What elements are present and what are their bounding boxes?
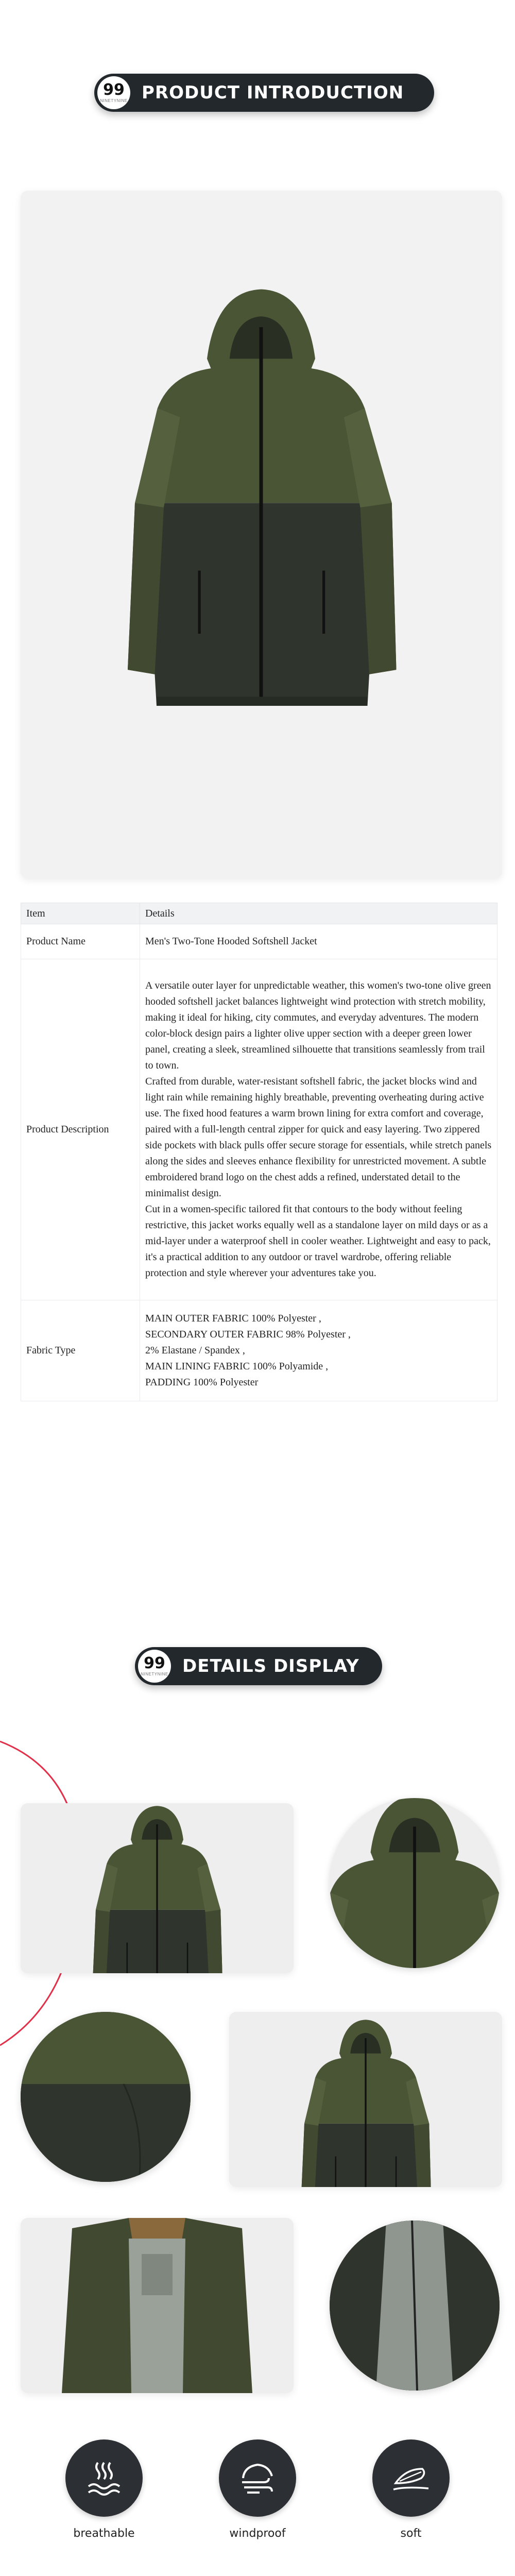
- spec-table: [21, 903, 497, 1401]
- section-title-introduction: PRODUCT INTRODUCTION: [142, 82, 404, 103]
- description-value: [140, 959, 497, 1300]
- detail-image-hood: [330, 1798, 500, 1968]
- feature-label: windproof: [229, 2527, 286, 2540]
- feature-breathable: [40, 2439, 168, 2540]
- jacket-upper-illustration: [70, 1803, 245, 1973]
- table-row: [21, 959, 497, 1300]
- product-introduction-pill: [94, 74, 434, 112]
- jacket-back-illustration: [278, 2012, 453, 2187]
- spec-table-header: [21, 903, 497, 924]
- brand-logo-text: NINETYNINE: [141, 1672, 168, 1676]
- detail-image-lining: [330, 2221, 500, 2391]
- section-title-details: DETAILS DISPLAY: [182, 1656, 359, 1676]
- fabric-line: MAIN LINING FABRIC 100% Polyamide ,: [145, 1361, 329, 1372]
- detail-image-back: [229, 2012, 502, 2187]
- fabric-line: MAIN OUTER FABRIC 100% Polyester ,: [145, 1313, 321, 1324]
- description-label: Product Description: [21, 959, 140, 1300]
- feature-windproof: [193, 2439, 322, 2540]
- header-item: Item: [21, 903, 140, 924]
- fabric-value: [140, 1300, 497, 1401]
- details-display-pill: [135, 1647, 382, 1685]
- main-product-image: [21, 191, 502, 878]
- brand-logo-number: 99: [103, 81, 125, 99]
- feature-label: breathable: [73, 2527, 135, 2540]
- brand-logo-badge: [138, 1650, 171, 1683]
- jacket-open-illustration: [52, 2218, 263, 2393]
- product-name-value: Men's Two-Tone Hooded Softshell Jacket: [140, 924, 497, 959]
- feature-label: soft: [400, 2527, 422, 2540]
- brand-logo-badge: [97, 76, 130, 109]
- fabric-texture: [21, 2012, 191, 2182]
- detail-image-open-jacket: [21, 2218, 294, 2393]
- description-paragraph: Cut in a women-specific tailored fit that contours to the body without feeling restrictive, this jacket works equally well as a standalone layer on mild days or as a mid-layer under a waterproof shell in cooler weather. Lightweight and easy to pack, it's a practical addition to any outdoor or travel wardrobe, offering reliable protection and style wherever your adventures take you.: [145, 1204, 491, 1279]
- windproof-icon: [219, 2439, 296, 2517]
- detail-image-fabric: [21, 2012, 191, 2182]
- table-row: [21, 924, 497, 959]
- header-details: Details: [140, 903, 497, 924]
- table-row: [21, 1300, 497, 1401]
- description-paragraph: Crafted from durable, water-resistant softshell fabric, the jacket blocks wind and light rain while remaining highly breathable, preventing overheating during active use. The fixed hood features a warm brown lining for extra comfort and coverage, paired with a full-length central zipper for quick and easy layering. Two zippered side pockets with black pulls offer secure storage for essentials, while stretch panels along the sides and sleeves enhance flexibility for unrestricted movement. A subtle embroidered brand logo on the chest adds a refined, understated detail to the minimalist design.: [145, 1076, 492, 1199]
- feature-soft: [347, 2439, 475, 2540]
- jacket-hood-illustration: [330, 1798, 500, 1968]
- soft-feather-icon: [372, 2439, 450, 2517]
- lining-texture: [330, 2221, 500, 2391]
- fabric-line: 2% Elastane / Spandex ,: [145, 1345, 245, 1356]
- brand-logo-number: 99: [144, 1654, 165, 1672]
- breathable-icon: [65, 2439, 143, 2517]
- product-name-label: Product Name: [21, 924, 140, 959]
- fabric-line: PADDING 100% Polyester: [145, 1377, 259, 1388]
- jacket-front-illustration: [81, 273, 441, 724]
- description-paragraph: A versatile outer layer for unpredictable weather, this women's two-tone olive green hooded softshell jacket balances lightweight wind protection with stretch mobility, making it ideal for hiking, city commutes, and everyday adventures. The modern color-block design pairs a lighter olive upper section with a deeper green lower panel, creating a sleek, streamlined silhouette that transitions seamlessly from trail to town.: [145, 980, 491, 1071]
- detail-image-upper-body: [21, 1803, 294, 1973]
- fabric-label: Fabric Type: [21, 1300, 140, 1401]
- brand-logo-text: NINETYNINE: [100, 98, 128, 103]
- fabric-line: SECONDARY OUTER FABRIC 98% Polyester ,: [145, 1329, 351, 1340]
